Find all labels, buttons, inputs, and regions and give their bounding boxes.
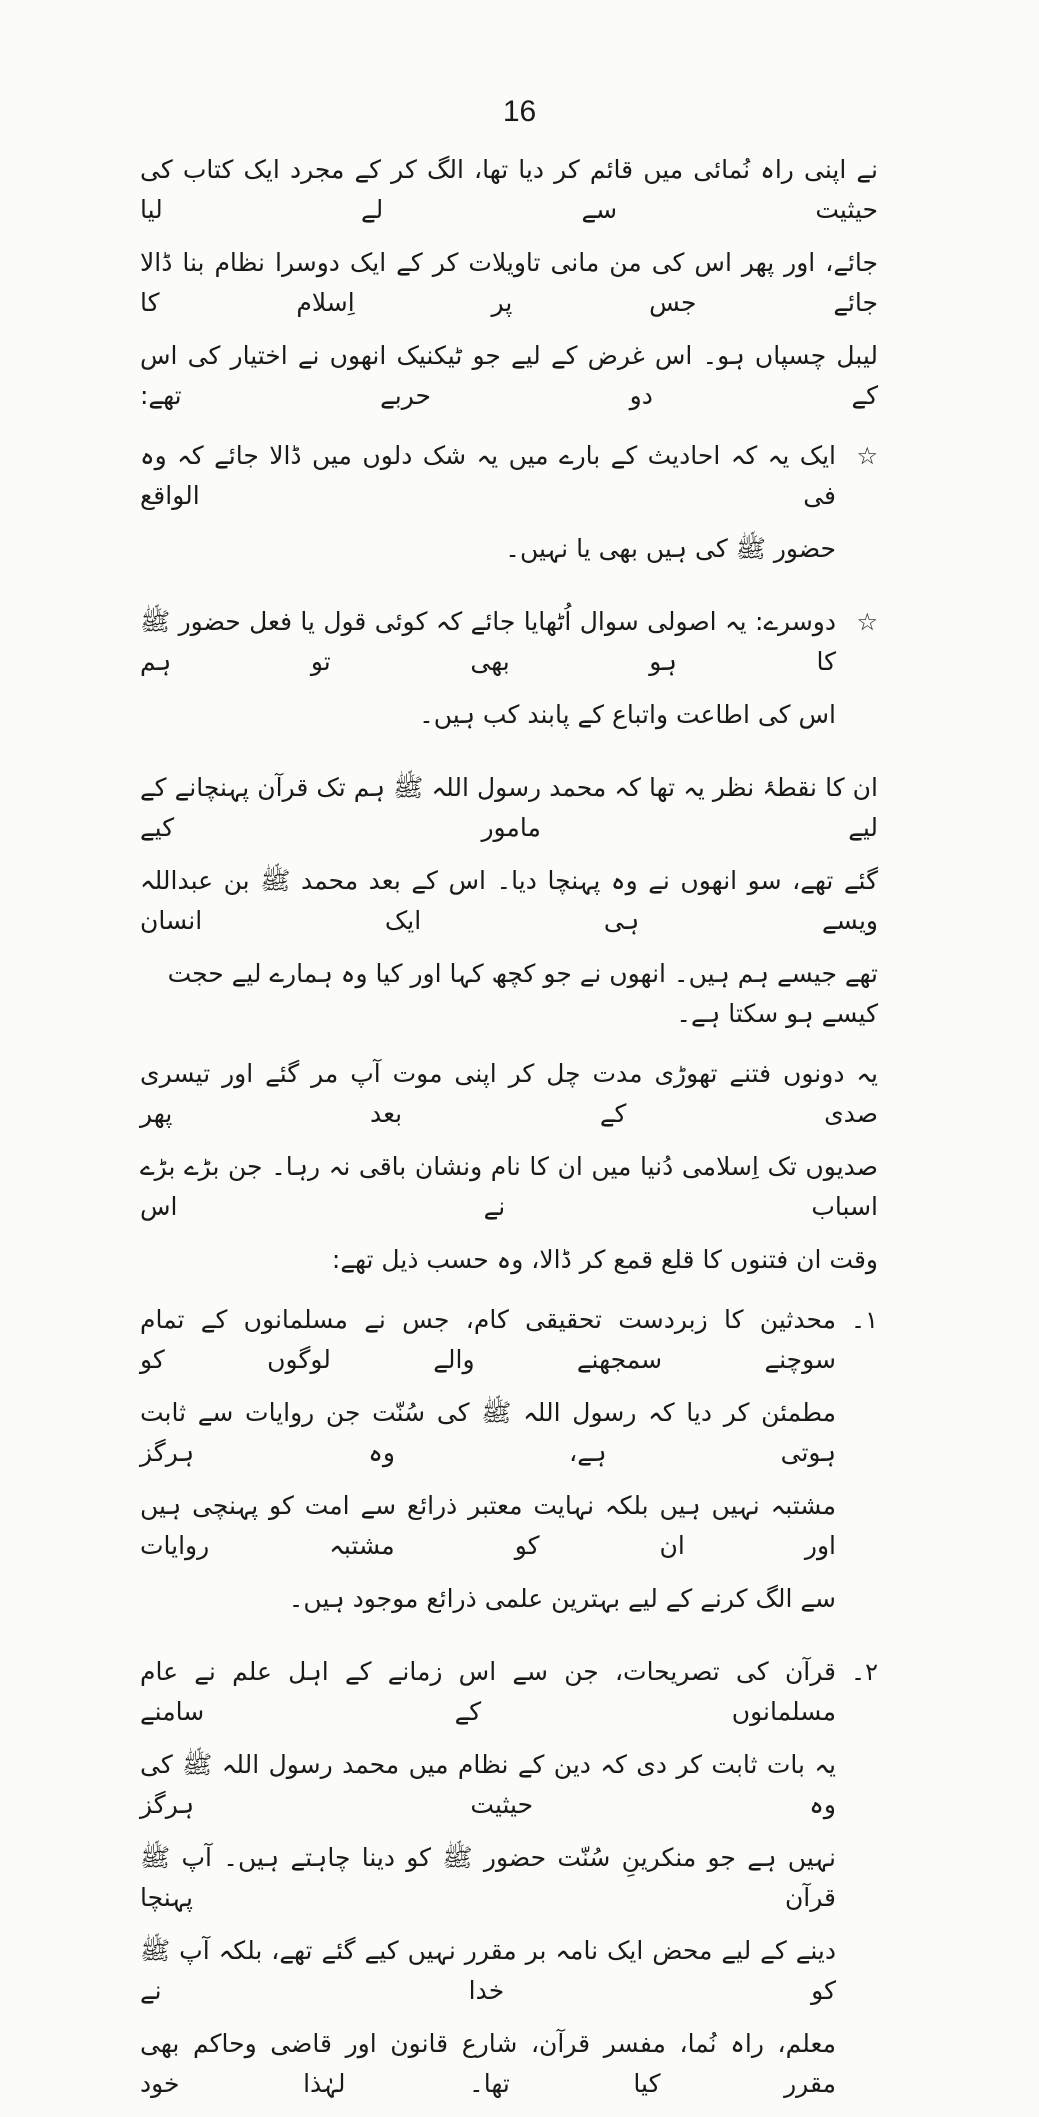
star-list-item — [140, 602, 878, 748]
text-line: تھے جیسے ہم ہیں۔ انھوں نے جو کچھ کہا اور کیا وہ ہمارے لیے حجت کیسے ہو سکتا ہے۔ — [167, 959, 878, 1028]
text-line: دوسرے: یہ اصولی سوال اُٹھایا جائے کہ کوئی قول یا فعل حضور ﷺ کا ہو بھی تو ہم — [140, 607, 836, 676]
list-number: ۲۔ — [851, 1658, 878, 1686]
paragraph — [140, 1054, 878, 1280]
page-number: 16 — [502, 95, 537, 128]
page-body — [140, 150, 878, 2117]
star-bullet-icon: ☆ — [856, 442, 878, 470]
numbered-list-item — [140, 1300, 878, 1632]
text-line: نہیں ہے جو منکرینِ سُنّت حضور ﷺ کو دینا چاہتے ہیں۔ آپ ﷺ قرآن پہنچا — [140, 1843, 836, 1912]
text-line: صدیوں تک اِسلامی دُنیا میں ان کا نام ونشان باقی نہ رہا۔ جن بڑے بڑے اسباب نے اس — [140, 1152, 878, 1221]
text-line: ایک یہ کہ احادیث کے بارے میں یہ شک دلوں میں ڈالا جائے کہ وہ فی الواقع — [140, 441, 836, 510]
text-line: گئے تھے، سو انھوں نے وہ پہنچا دیا۔ اس کے بعد محمد ﷺ بن عبداللہ ویسے ہی ایک انسان — [140, 866, 878, 935]
text-line: لیبل چسپاں ہو۔ اس غرض کے لیے جو ٹیکنیک انھوں نے اختیار کی اس کے دو حربے تھے: — [140, 341, 878, 410]
star-bullet-icon: ☆ — [856, 608, 878, 636]
text-line: سے الگ کرنے کے لیے بہترین علمی ذرائع موجود ہیں۔ — [288, 1584, 836, 1613]
text-line: مشتبہ نہیں ہیں بلکہ نہایت معتبر ذرائع سے امت کو پہنچی ہیں اور ان کو مشتبہ روایات — [140, 1491, 836, 1560]
text-line: قرآن کی تصریحات، جن سے اس زمانے کے اہل علم نے عام مسلمانوں کے سامنے — [140, 1657, 836, 1726]
paragraph — [140, 150, 878, 416]
text-line: محدثین کا زبردست تحقیقی کام، جس نے مسلمانوں کے تمام سوچنے سمجھنے والے لوگوں کو — [140, 1305, 836, 1374]
star-list-item — [140, 436, 878, 582]
text-line: دینے کے لیے محض ایک نامہ بر مقرر نہیں کیے گئے تھے، بلکہ آپ ﷺ کو خدا نے — [140, 1936, 836, 2005]
text-line: یہ بات ثابت کر دی کہ دین کے نظام میں محمد رسول اللہ ﷺ کی وہ حیثیت ہرگز — [140, 1750, 836, 1819]
text-line: اس کی اطاعت واتباع کے پابند کب ہیں۔ — [419, 700, 836, 729]
text-line: وقت ان فتنوں کا قلع قمع کر ڈالا، وہ حسب ذیل تھے: — [331, 1245, 878, 1274]
text-line: جائے، اور پھر اس کی من مانی تاویلات کر کے ایک دوسرا نظام بنا ڈالا جائے جس پر اِسلام کا — [140, 248, 878, 317]
text-line: حضور ﷺ کی ہیں بھی یا نہیں۔ — [505, 534, 836, 563]
text-line: یہ دونوں فتنے تھوڑی مدت چل کر اپنی موت آپ مر گئے اور تیسری صدی کے بعد پھر — [140, 1059, 878, 1128]
list-number: ۱۔ — [851, 1306, 878, 1334]
text-line: مطمئن کر دیا کہ رسول اللہ ﷺ کی سُنّت جن روایات سے ثابت ہوتی ہے، وہ ہرگز — [140, 1398, 836, 1467]
numbered-list-item — [140, 1652, 878, 2117]
text-line: معلم، راہ نُما، مفسر قرآن، شارع قانون اور قاضی وحاکم بھی مقرر کیا تھا۔ لہٰذا خود — [140, 2029, 836, 2098]
text-line: نے اپنی راہ نُمائی میں قائم کر دیا تھا، الگ کر کے مجرد ایک کتاب کی حیثیت سے لے لیا — [140, 155, 878, 224]
paragraph — [140, 768, 878, 1034]
text-line: ان کا نقطۂ نظر یہ تھا کہ محمد رسول اللہ ﷺ ہم تک قرآن پہنچانے کے لیے مامور کیے — [140, 773, 878, 842]
